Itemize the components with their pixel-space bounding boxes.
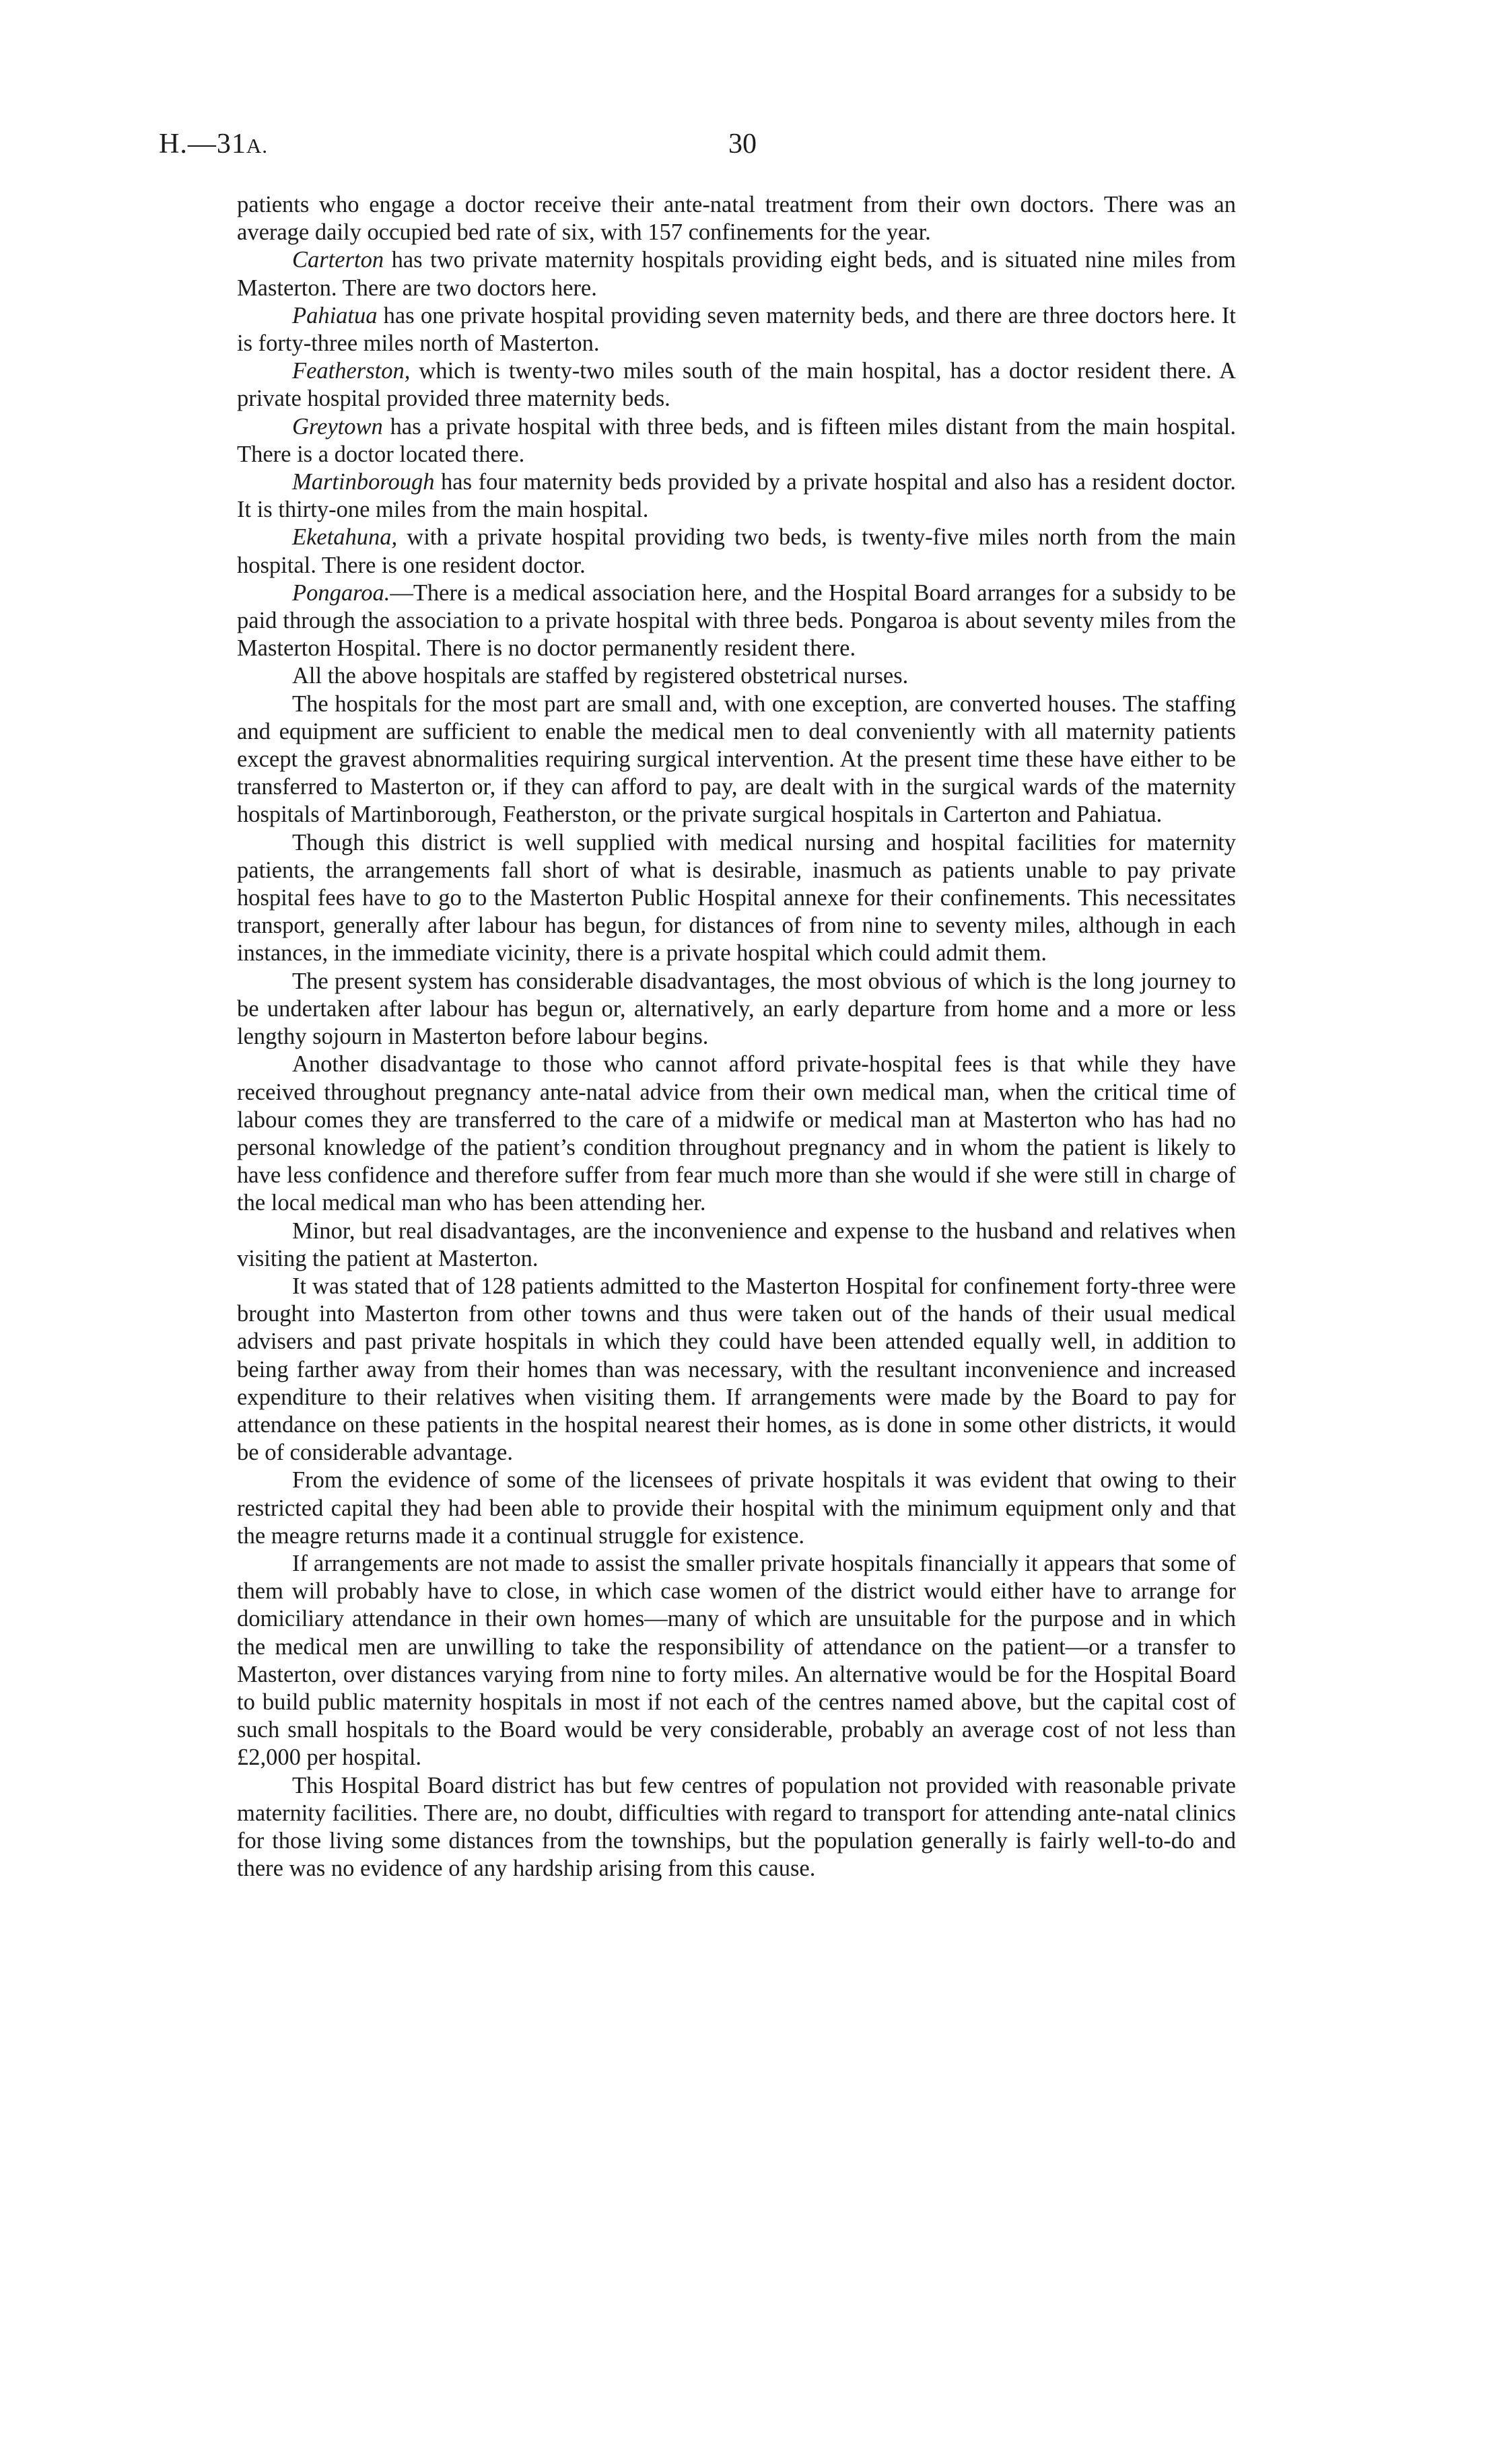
paragraph-text: which is twenty-two miles south of the main hospital, has a doctor resident there. A private hospital provided three maternity beds. (237, 358, 1236, 412)
page-number: 30 (728, 129, 757, 160)
paragraph-text: patients who engage a doctor receive their ante-natal treatment from their own doctors. There was an average daily occupied bed rate of six, with 157 confinements for the year. (237, 192, 1236, 246)
paragraph-text: If arrangements are not made to assist the smaller private hospitals financially it appears that some of them will probably have to close, in which case women of the district would either have to arrange for domiciliary attendance in their own homes—many of which are unsuitable for the purpose and in which the medical men are unwilling to take the responsibility of attendance on the patient—or a transfer to Masterton, over distances varying from nine to forty miles. An alternative would be for the Hospital Board to build public maternity hospitals in most if not each of the centres named above, but the capital cost of such small hospitals to the Board would be very considerable, probably an average cost of not less than £2,000 per hospital. (237, 1550, 1236, 1771)
paragraph-text: All the above hospitals are staffed by registered obstetrical nurses. (292, 663, 909, 689)
paragraph (237, 662, 1236, 690)
paragraph-text: Though this district is well supplied with medical nursing and hospital facilities for maternity patients, the arrangements fall short of what is desirable, inasmuch as patients unable to pay private hospital fees have to go to the Masterton Public Hospital annexe for their confinements. This necessitates transport, generally after labour has begun, for distances of from nine to seventy miles, although in each instances, in the immediate vicinity, there is a private hospital which could admit them. (237, 829, 1236, 966)
place-name: Eketahuna, (292, 524, 398, 551)
page-header (159, 128, 1236, 168)
paragraph-text: It was stated that of 128 patients admitted to the Masterton Hospital for confinement forty-three were brought into Masterton from other towns and thus were taken out of the hands of their usual medical advisers and past private hospitals in which they could have been attended equally well, in addition to being farther away from their homes than was necessary, with the resultant inconvenience and increased expenditure to their relatives when visiting them. If arrangements were made by the Board to pay for attendance on these patients in the hospital nearest their homes, as is done in some other districts, it would be of considerable advantage. (237, 1273, 1236, 1466)
paragraph (237, 579, 1236, 663)
place-name: Carterton (292, 247, 384, 273)
paragraph (237, 1051, 1236, 1217)
paragraph (237, 191, 1236, 246)
paragraph-text: has a private hospital with three beds, and is fifteen miles distant from the main hospital. There is a doctor located there. (237, 413, 1236, 467)
paragraph (237, 1772, 1236, 1883)
paragraph (237, 357, 1236, 413)
place-name: Pahiatua (292, 302, 378, 328)
paragraph-text: has one private hospital providing seven maternity beds, and there are three doctors here. It is forty-three miles north of Masterton. (237, 302, 1236, 357)
paragraph (237, 413, 1236, 468)
document-reference-main: H.—31 (159, 129, 246, 160)
paragraph-text: The hospitals for the most part are small and, with one exception, are converted houses. The staffing and equipment are sufficient to enable the medical men to deal conveniently with all maternity patients except the gravest abnormalities requiring surgical intervention. At the present time these have either to be transferred to Masterton or, if they can afford to pay, are dealt with in the surgical wards of the maternity hospitals of Martinborough, Featherston, or the private surgical hospitals in Carterton and Pahiatua. (237, 691, 1236, 828)
paragraph (237, 302, 1236, 357)
place-name: Martinborough (292, 469, 435, 495)
paragraph (237, 691, 1236, 829)
paragraph (237, 968, 1236, 1051)
paragraph (237, 829, 1236, 968)
paragraph-text: Minor, but real disadvantages, are the inconvenience and expense to the husband and relatives when visiting the patient at Masterton. (237, 1218, 1236, 1271)
paragraph-text: has four maternity beds provided by a private hospital and also has a resident doctor. It is thirty-one miles from the main hospital. (237, 469, 1236, 523)
document-reference (159, 128, 268, 160)
paragraph-text: —There is a medical association here, and the Hospital Board arranges for a subsidy to be paid through the association to a private hospital with three beds. Pongaroa is about seventy miles from the Masterton Hospital. There is no doctor permanently resident there. (237, 579, 1236, 662)
body-text (237, 191, 1236, 1882)
paragraph-text: has two private maternity hospitals providing eight beds, and is situated nine miles from Masterton. There are two doctors here. (237, 247, 1236, 301)
place-name: Pongaroa. (292, 579, 390, 606)
place-name: Greytown (292, 413, 383, 439)
paragraph (237, 1218, 1236, 1273)
paragraph (237, 246, 1236, 302)
paragraph (237, 468, 1236, 524)
paragraph-text: Another disadvantage to those who cannot afford private-hospital fees is that while they have received throughout pregnancy ante-natal advice from their own medical man, when the critical time of labour comes they are transferred to the care of a midwife or medical man at Masterton who has had no personal knowledge of the patient’s condition throughout pregnancy and in whom the patient is likely to have less confidence and therefore suffer from fear much more than she would if she were still in charge of the local medical man who has been attending her. (237, 1051, 1236, 1216)
paragraph-text: with a private hospital providing two beds, is twenty-five miles north from the main hospital. There is one resident doctor. (237, 524, 1236, 578)
paragraph (237, 1273, 1236, 1467)
paragraph (237, 1467, 1236, 1550)
paragraph-text: The present system has considerable disadvantages, the most obvious of which is the long journey to be undertaken after labour has begun or, alternatively, an early departure from home and a more or less lengthy sojourn in Masterton before labour begins. (237, 968, 1236, 1050)
paragraph (237, 1550, 1236, 1772)
paragraph (237, 524, 1236, 579)
place-name: Featherston, (292, 358, 411, 384)
paragraph-text: This Hospital Board district has but few centres of population not provided with reasonable private maternity facilities. There are, no doubt, difficulties with regard to transport for attending ante-natal clinics for those living some distances from the townships, but the population generally is fairly well-to-do and there was no evidence of any hardship arising from this cause. (237, 1772, 1236, 1882)
paragraph-text: From the evidence of some of the licensees of private hospitals it was evident that owing to their restricted capital they had been able to provide their hospital with the minimum equipment only and that the meagre returns made it a continual struggle for existence. (237, 1467, 1236, 1549)
document-reference-suffix: A. (246, 134, 268, 157)
